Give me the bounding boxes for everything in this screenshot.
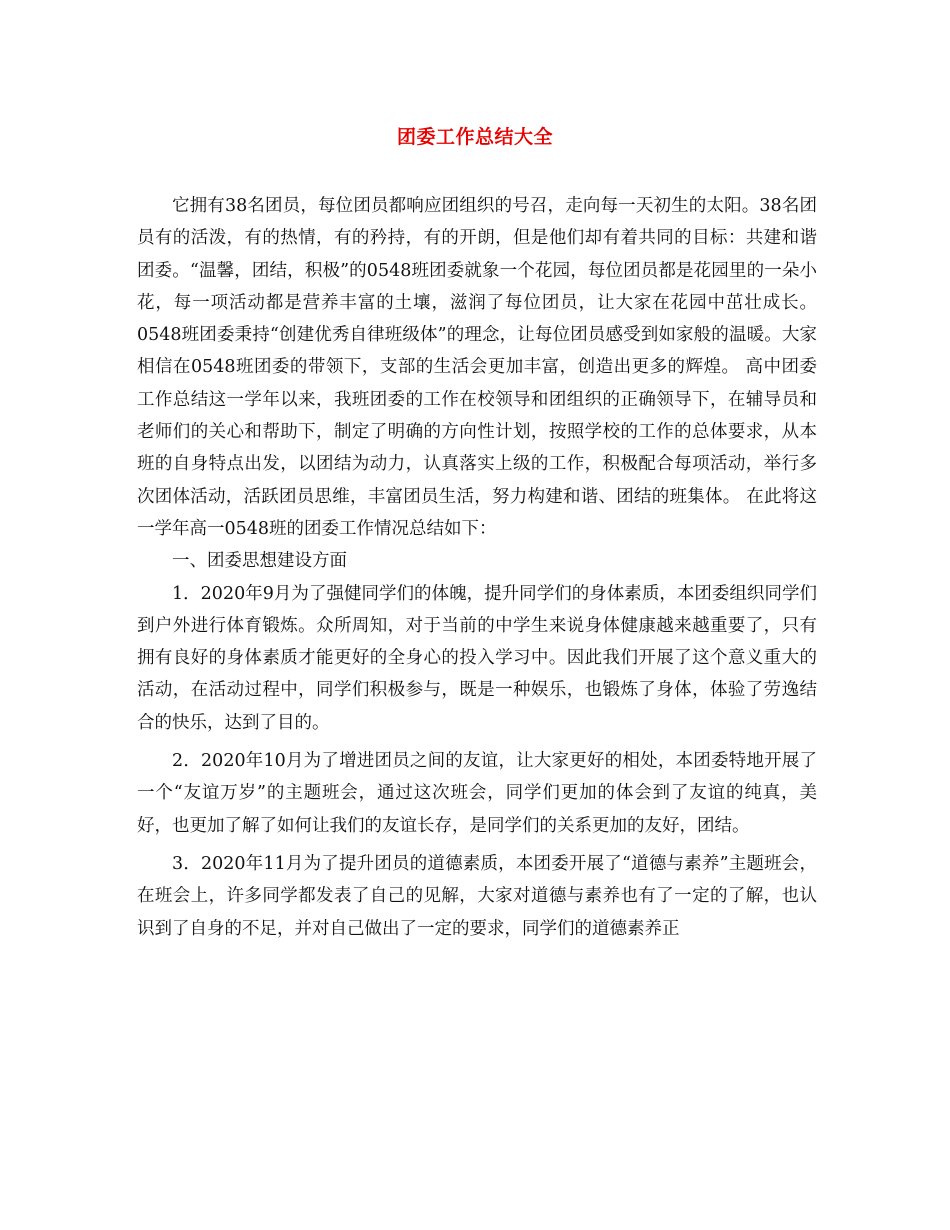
item-paragraph-3: 3．2020年11月为了提升团员的道德素质，本团委开展了“道德与素养”主题班会，在班会上，许多同学都发表了自己的见解，大家对道德与素养也有了一定的了解，也认识到了自身的不足，并对自己做出了一定的要求，同学们的道德素养正: [137, 853, 817, 939]
section-heading: 一、团委思想建设方面: [172, 551, 347, 572]
item-paragraph-2: 2．2020年10月为了增进团员之间的友谊，让大家更好的相处，本团委特地开展了一个“友谊万岁”的主题班会，通过这次班会，同学们更加的体会到了友谊的纯真，美好，也更加了解了如何让我们的友谊长存，是同学们的关系更加的友好，团结。: [137, 751, 817, 836]
document-body: [137, 190, 817, 945]
item-paragraph-1: 1．2020年9月为了强健同学们的体魄，提升同学们的身体素质，本团委组织同学们到户外进行体育锻炼。众所周知，对于当前的中学生来说身体健康越来越重要了，只有拥有良好的身体素质才能更好的全身心的投入学习中。因此我们开展了这个意义重大的活动，在活动过程中，同学们积极参与，既是一种娱乐，也锻炼了身体，体验了劳逸结合的快乐，达到了目的。: [137, 583, 817, 733]
document-title: 团委工作总结大全: [396, 126, 553, 148]
intro-paragraph: 它拥有38名团员，每位团员都响应团组织的号召，走向每一天初生的太阳。38名团员有的活泼，有的热情，有的矜持，有的开朗，但是他们却有着共同的目标：共建和谐团委。“温馨，团结，积极”的0548班团委就象一个花园，每位团员都是花园里的一朵小花，每一项活动都是营养丰富的土壤，滋润了每位团员，让大家在花园中茁壮成长。0548班团委秉持“创建优秀自律班级体”的理念，让每位团员感受到如家般的温暖。大家相信在0548班团委的带领下，支部的生活会更加丰富，创造出更多的辉煌。 高中团委工作总结这一学年以来，我班团委的工作在校领导和团组织的正确领导下，在辅导员和老师们的关心和帮助下，制定了明确的方向性计划，按照学校的工作的总体要求，从本班的自身特点出发，以团结为动力，认真落实上级的工作，积极配合每项活动，举行多次团体活动，活跃团员思维，丰富团员生活，努力构建和谐、团结的班集体。 在此将这一学年高一0548班的团委工作情况总结如下：: [137, 196, 817, 539]
